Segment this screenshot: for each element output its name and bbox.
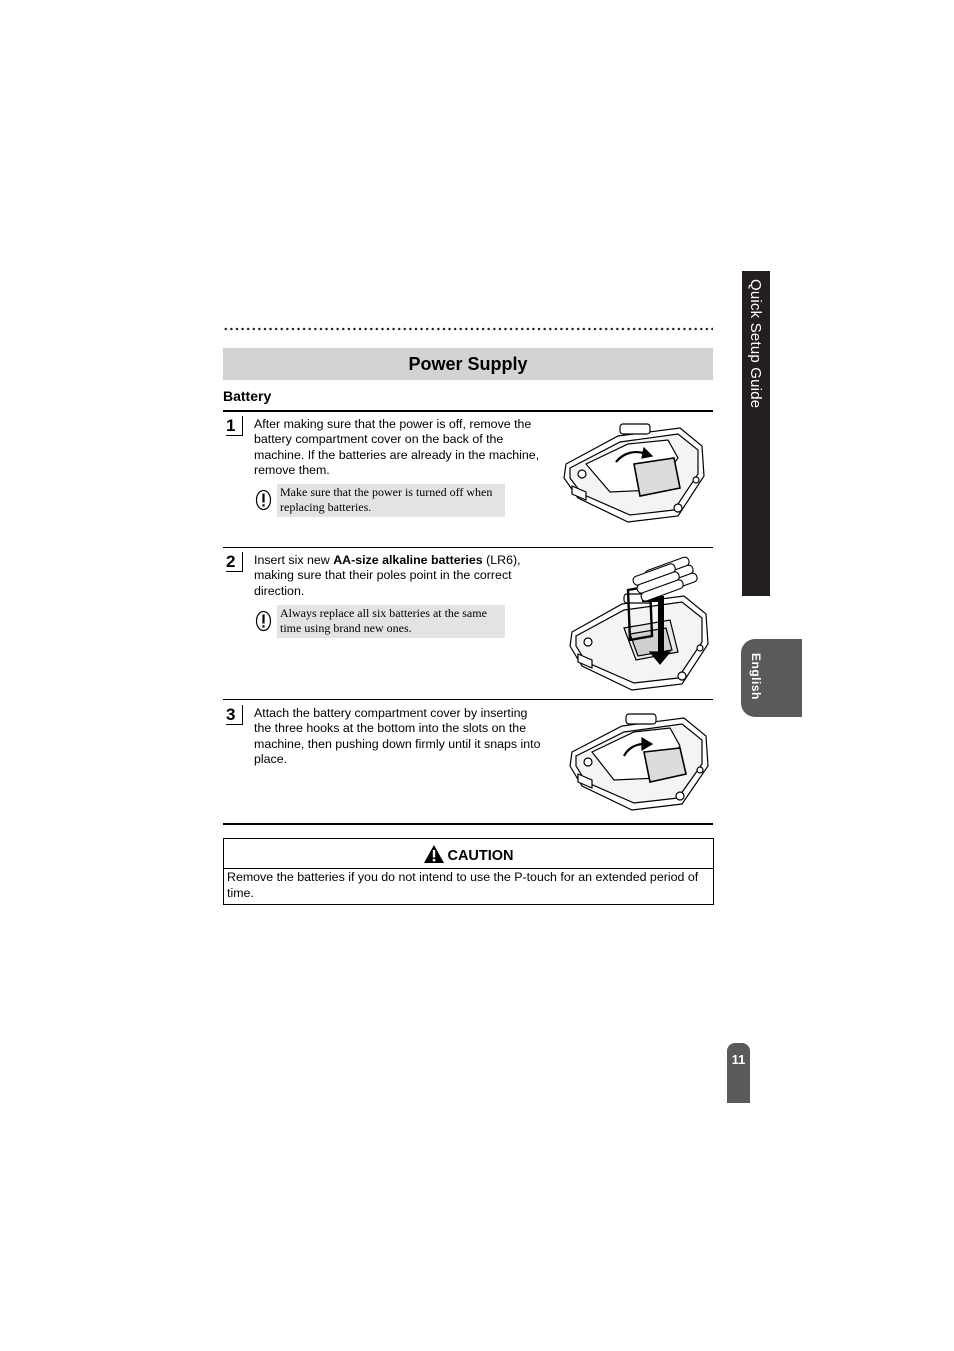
language-tab (741, 639, 802, 717)
step-3-text: Attach the battery compartment cover by inserting the three hooks at the bottom into the slots on the machine, then pushing down firmly until it snaps into place. (254, 706, 541, 767)
step-number-1: 1 (226, 416, 243, 436)
page-number-tab (727, 1043, 750, 1103)
note-icon (255, 610, 272, 632)
step-divider-2 (223, 699, 713, 700)
dotted-separator (223, 327, 713, 331)
step-2-note: Always replace all six batteries at the same time using brand new ones. (277, 605, 505, 638)
language-label: English (749, 653, 763, 700)
remove-cover-illustration (558, 416, 710, 528)
battery-type-emphasis: AA-size alkaline batteries (333, 553, 483, 567)
section-title: Power Supply (223, 348, 713, 380)
section-rule (223, 410, 713, 412)
warning-triangle-icon (423, 844, 445, 864)
step-number-2: 2 (226, 552, 243, 572)
step-1-note: Make sure that the power is turned off when replacing batteries. (277, 484, 505, 517)
note-icon (255, 489, 272, 511)
page-number: 11 (731, 1052, 746, 1067)
step-2-text: Insert six new AA-size alkaline batteries (LR6), making sure that their poles point in the correct direction. (254, 553, 521, 598)
subsection-title: Battery (223, 388, 272, 404)
step-1-text: After making sure that the power is off, remove the battery compartment cover on the back of the machine. If the batteries are already in the machine, remove them. (254, 417, 540, 478)
section-end-rule (223, 823, 713, 825)
caution-box (223, 838, 714, 905)
caution-title: CAUTION (447, 848, 514, 864)
step-divider-1 (223, 547, 713, 548)
caution-header (224, 839, 713, 869)
quick-setup-guide-tab (742, 271, 770, 596)
quick-setup-guide-label: Quick Setup Guide (747, 279, 764, 409)
insert-batteries-illustration (566, 556, 714, 692)
attach-cover-illustration (564, 708, 714, 814)
step-number-3: 3 (226, 705, 243, 725)
caution-text: Remove the batteries if you do not intend to use the P-touch for an extended period of time. (227, 870, 699, 900)
